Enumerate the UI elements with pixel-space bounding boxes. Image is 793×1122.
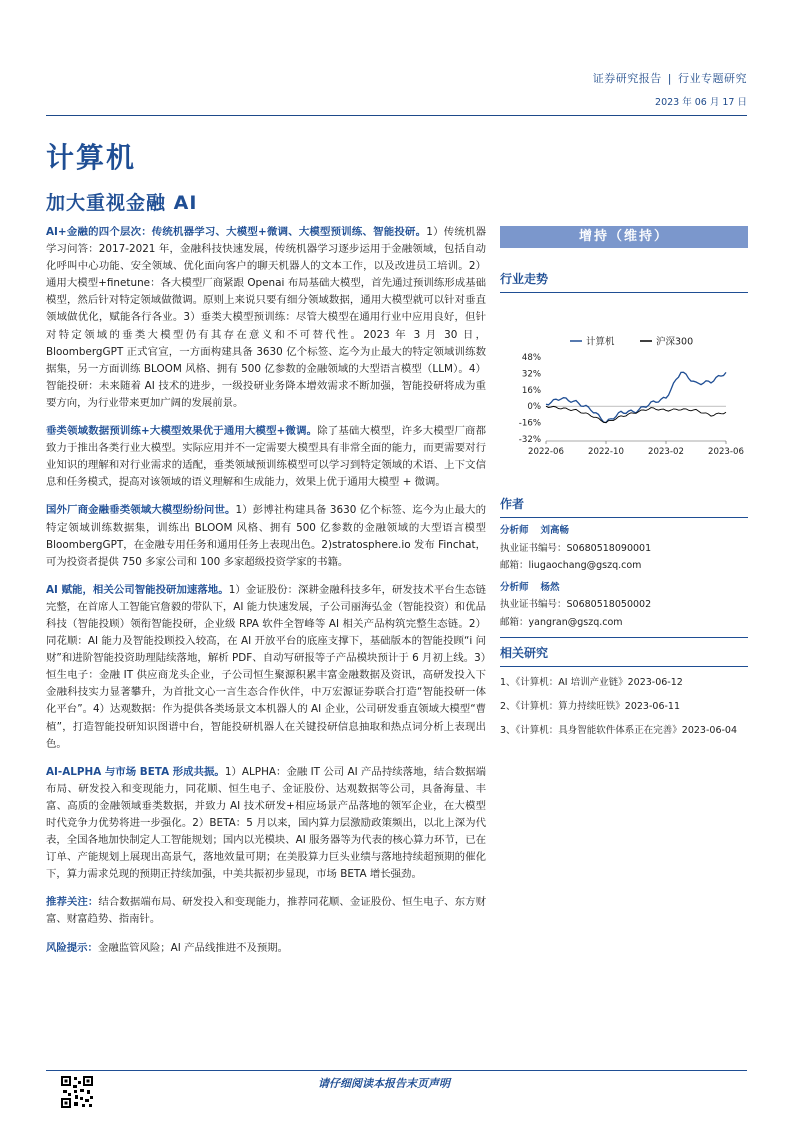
series-line-hs300: [546, 406, 726, 422]
legend-label: 计算机: [586, 336, 615, 348]
cert-number: S0680518090001: [566, 542, 652, 554]
body-paragraph: [46, 764, 486, 884]
author-email[interactable]: liugaochang@gszq.com: [528, 560, 642, 571]
paragraph-text: 1）金证股份：深耕金融科技多年，研发技术平台生态链完整，在首席人工智能官詹毅的带队下，AI 能力快速发展，子公司丽海弘金（智能投资）和优品科技（智能投顾）领衔智能投研，企业级 RPA 软件全智峰等 AI 相关产品构筑完整生态链。2）同花顺：AI 能力及智能投顾投入较高，在 AI 开放平台的底座支撑下，基础版本的智能投顾“i 问财”和进阶智能投资助理陆续落地，解析 PDF、自动写研报等子产品模块预计于 6 月初上线。3）恒生电子：金融 IT 供应商龙头企业，子公司恒生聚源积累丰富金融数据及资讯，高研发投入下金融科技实力显著攀升，为首批文心一言生态合作伙伴，中万宏源证券联合打造“智能投研一体化平台”。4）达观数据：作为提供各类场景文本机器人的 AI 企业，公司研发垂直领域大模型“曹植”，打造智能投研知识图谱中台，智能投研机器人在关键投研信息抽取和热点词分析上表现出色。: [46, 583, 486, 750]
paragraph-text: 金融监管风险；AI 产品线推进不及预期。: [97, 941, 289, 954]
x-tick-label: 2022-06: [528, 447, 564, 457]
author-1: [500, 522, 748, 575]
x-tick-label: 2023-06: [708, 447, 744, 457]
body-paragraph: [46, 423, 486, 491]
y-tick-label: 16%: [521, 385, 541, 396]
sidebar: [500, 226, 748, 743]
paragraph-highlight: AI 赋能，相关公司智能投研加速落地。: [46, 583, 229, 596]
qr-code-icon: [60, 1075, 94, 1109]
legend-label: 沪深300: [656, 336, 694, 348]
cert-label: 执业证书编号：: [500, 599, 567, 610]
author-email[interactable]: yangran@gszq.com: [528, 616, 623, 628]
paragraph-text: 1）传统机器学习问答：2017-2021 年，金融科技快速发展，传统机器学习逐步运用于金融领域，包括自动化呼叫中心功能、安全领域、优化面向客户的聊天机器人的文本工作，以及改进员工培训。2）通用大模型+finetune：各大模型厂商紧跟 Openai 布局基础大模型，首先通过预训练形成基础模型，然后针对特定领域做微调。原则上来说只要有细分领域数据，通用大模型就可以针对垂直领域做优化，赋能各行各业。3）垂类大模型预训练：尽管大模型在通用行业中应用良好，但针对特定领域的垂类大模型仍有其存在意义和不可替代性。2023 年 3 月 30 日，BloombergGPT 正式官宣，一方面构建具备 3630 亿个标签、迄今为止最大的特定领域训练数据集，另一方面训练 BLOOM 风格、拥有 500 亿参数的金融领域的大型语言模型（LLM）。4）智能投研：未来随着 AI 技术的进步，一级投研业务降本增效需求不断加强，智能投研将成为重要方向，为行业带来更加广阔的发展前景。: [46, 226, 486, 409]
report-category: 行业专题研究: [678, 72, 747, 85]
email-label: 邮箱：: [500, 560, 529, 571]
paragraph-text: 结合数据端布局、研发投入和变现能力，推荐同花顺、金证股份、恒生电子、东方财富、财富趋势、指南针。: [46, 896, 487, 926]
body-paragraph: [46, 582, 486, 753]
author-name: 刘高畅: [540, 525, 570, 536]
footer-disclaimer: 请仔细阅读本报告末页声明: [318, 1077, 450, 1090]
footer-divider: [46, 1070, 747, 1071]
author-role: 分析师: [500, 525, 529, 536]
related-item[interactable]: 3、《计算机：具身智能软件体系正在完善》2023-06-04: [500, 725, 738, 736]
trend-chart: [500, 299, 748, 459]
meta-separator: |: [667, 72, 672, 85]
report-title: 加大重视金融 AI: [46, 192, 198, 214]
email-label: 邮箱：: [500, 616, 529, 628]
related-list: [500, 671, 748, 743]
paragraph-text: 1）ALPHA：金融 IT 公司 AI 产品持续落地，结合数据端布局、研发投入和变现能力，同花顺、恒生电子、金证股份、达观数据等公司，具备海量、丰富、高质的金融领域垂类数据，并致力 AI 技术研发+相应场景产品落地的领军企业，在大模型时代竞争力优势将进一步强化。2）BETA：5 月以来，国内算力层激励政策频出，以北上深为代表，全国各地加快制定人工智能规划；国内以光模块、AI 服务器等为代表的核心算力环节，已在订单、产能规划上展现出高景气，落地效量可期；在美股算力巨头业绩与落地持续超预期的催化下，算力需求兑现的预期正持续加强，中美共振初步显现，市场 BETA 增长强劲。: [46, 765, 486, 881]
report-type: 证券研究报告: [592, 72, 662, 85]
y-tick-label: 0%: [527, 402, 541, 413]
paragraph-highlight: 垂类领域数据预训练+大模型效果优于通用大模型+微调。: [46, 425, 318, 438]
paragraph-highlight: 风险提示：: [46, 941, 98, 954]
industry-title: 计算机: [46, 141, 137, 174]
paragraph-text: 除了基础大模型，许多大模型厂商都致力于推出各类行业大模型。实际应用并不一定需要大模型具有非常全面的能力，而更需要对行业知识的理解和对行业需求的适配，垂类领域预训练模型可以学习到特定领域的术语、上下文信息和任务模式，提高对该领域的语义理解和生成能力，效果上优于通用大模型 + 微调。: [46, 425, 486, 489]
paragraph-highlight: AI+金融的四个层次：传统机器学习、大模型+微调、大模型预训练、智能投研。: [46, 226, 427, 238]
recommendation-paragraph: [46, 894, 486, 928]
related-item[interactable]: 2、《计算机：算力持续旺铁》2023-06-11: [500, 701, 681, 712]
author-role: 分析师: [500, 581, 529, 593]
body-paragraph: [46, 224, 486, 412]
y-tick-label: -32%: [518, 435, 541, 445]
y-tick-label: 48%: [521, 353, 541, 363]
paragraph-text: 1）彭博社构建具备 3630 亿个标签、迄今为止最大的特定领域训练数据集，训练出 BLOOM 风格、拥有 500 亿参数的金融领域的大型语言模型 BloombergGPT，在金融专用任务和通用任务上表现出色。2)stratosphere.io 发布 Finchat，可为投资者提供 750 多家公司和 100 多家超级投资学家的书籍。: [46, 504, 486, 568]
header-divider: [46, 115, 747, 116]
report-meta: [593, 70, 747, 108]
cert-number: S0680518050002: [566, 599, 652, 610]
report-date: 2023 年 06 月 17 日: [655, 97, 747, 108]
authors-heading: 作者: [500, 495, 748, 518]
series-line-computer: [546, 372, 726, 422]
author-name: 杨然: [540, 581, 560, 593]
report-type-line: [593, 70, 747, 86]
rating-badge: 增持（维持）: [500, 226, 748, 248]
trend-heading: 行业走势: [500, 270, 748, 293]
body-paragraph: [46, 502, 486, 570]
paragraph-highlight: AI-ALPHA 与市场 BETA 形成共振。: [46, 765, 225, 778]
y-tick-label: -16%: [518, 418, 541, 429]
cert-label: 执业证书编号：: [500, 542, 567, 554]
main-body: [46, 224, 486, 968]
paragraph-highlight: 推荐关注：: [46, 896, 99, 909]
paragraph-highlight: 国外厂商金融垂类领域大模型纷纷问世。: [46, 504, 236, 517]
related-heading: 相关研究: [500, 637, 748, 667]
author-2: [500, 579, 748, 632]
x-tick-label: 2022-10: [588, 447, 624, 457]
trend-chart-svg: [500, 299, 748, 459]
y-tick-label: 32%: [521, 369, 541, 380]
risk-paragraph: [46, 940, 486, 957]
x-tick-label: 2023-02: [648, 447, 684, 457]
related-item[interactable]: 1、《计算机：AI 培训产业链》2023-06-12: [500, 677, 683, 688]
